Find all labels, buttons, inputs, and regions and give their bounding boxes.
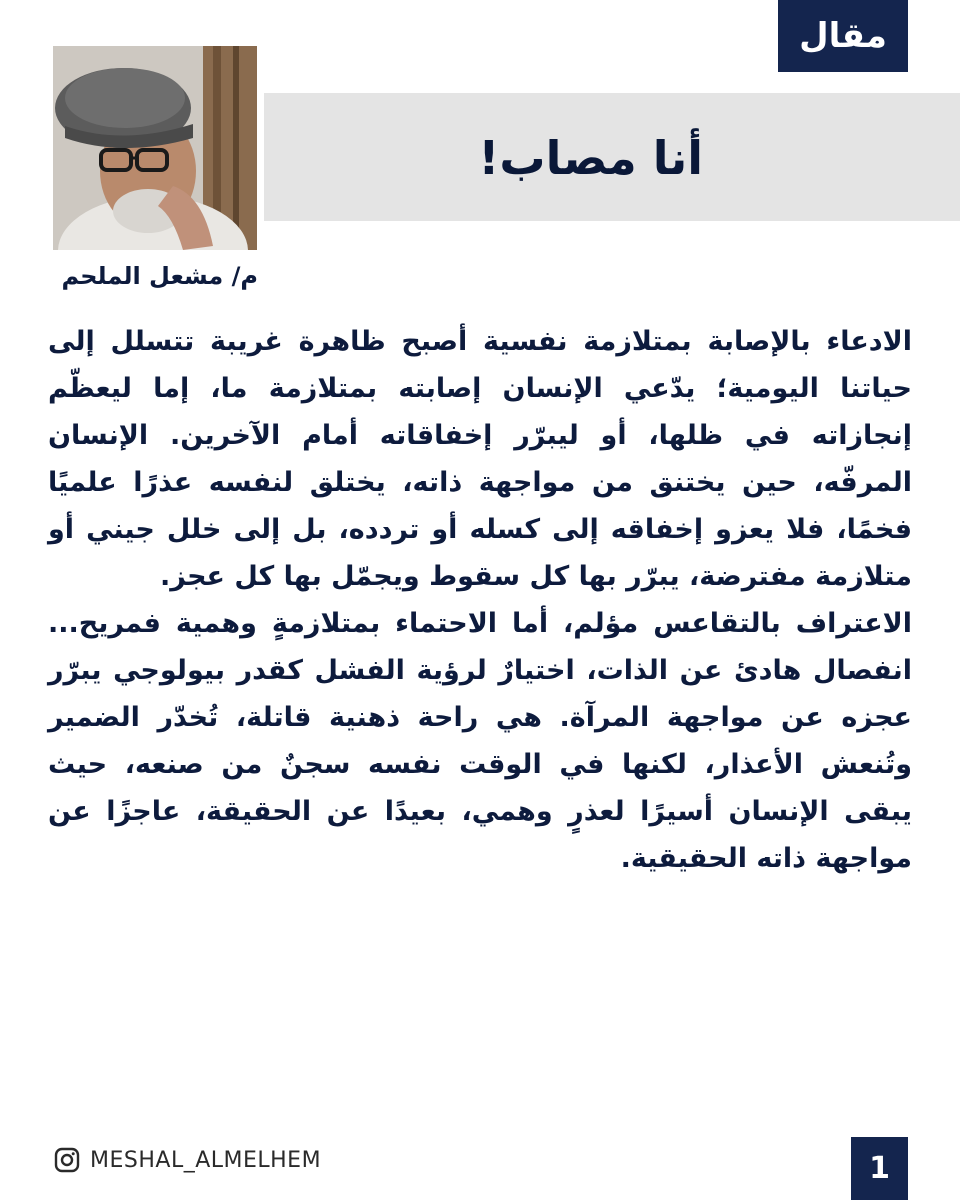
category-label: مقال [799, 16, 887, 56]
article-paragraph: الادعاء بالإصابة بمتلازمة نفسية أصبح ظاهرة غريبة تتسلل إلى حياتنا اليومية؛ يدّعي الإنسان إصابته بمتلازمة ما، إما ليعظّم إنجازاته في ظلها، أو ليبرّر إخفاقاته أمام الآخرين. الإنسان المرفّه، حين يختنق من مواجهة ذاته، يختلق لنفسه عذرًا علميًا فخمًا، فلا يعزو إخفاقه إلى كسله أو تردده، بل إلى خلل جيني أو متلازمة مفترضة، يبرّر بها كل سقوط ويجمّل بها كل عجز. [48, 326, 912, 592]
author-portrait-illustration [53, 46, 257, 250]
author-name: م/ مشعل الملحم [61, 262, 258, 290]
social-handle-text: MESHAL_ALMELHEM [90, 1147, 322, 1173]
social-handle[interactable] [54, 1142, 321, 1178]
instagram-icon [54, 1147, 80, 1173]
category-badge [778, 0, 908, 72]
article-title: أنا مصاب! [478, 131, 703, 185]
author-photo [53, 46, 257, 250]
page-number: 1 [869, 1151, 890, 1186]
article-paragraph: الاعتراف بالتقاعس مؤلم، أما الاحتماء بمتلازمةٍ وهمية فمريح... انفصال هادئ عن الذات، اختيارٌ لرؤية الفشل كقدر بيولوجي يبرّر عجزه عن مواجهة المرآة. هي راحة ذهنية قاتلة، تُخدّر الضمير وتُنعش الأعذار، لكنها في الوقت نفسه سجنٌ من صنعه، حيث يبقى الإنسان أسيرًا لعذرٍ وهمي، بعيدًا عن الحقيقة، عاجزًا عن مواجهة ذاته الحقيقية. [48, 608, 912, 874]
page-number-badge [851, 1137, 908, 1200]
article-body [48, 318, 912, 882]
